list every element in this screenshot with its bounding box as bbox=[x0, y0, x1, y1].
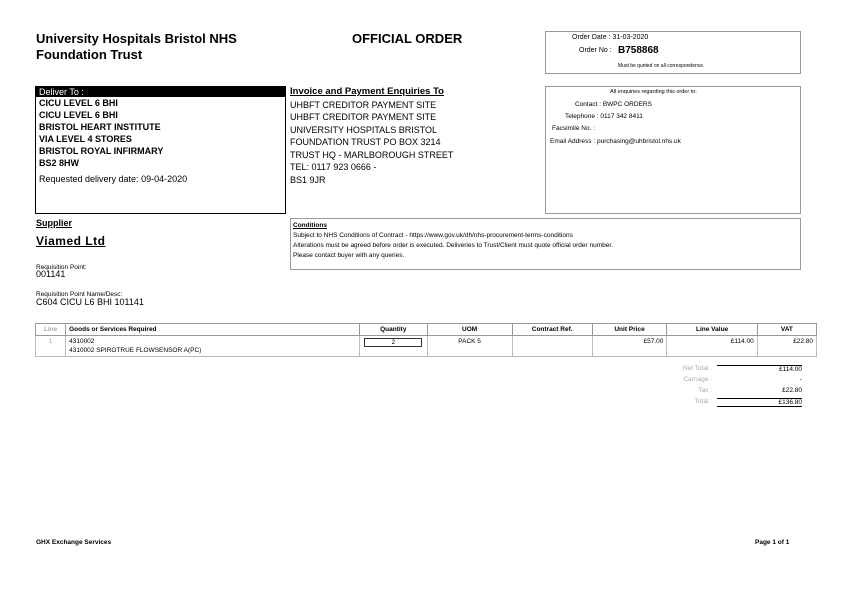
col-unit-price: Unit Price bbox=[592, 324, 667, 336]
address-line: BS2 8HW bbox=[39, 158, 80, 168]
item-code: 4310002 bbox=[69, 338, 95, 345]
document-title: OFFICIAL ORDER bbox=[352, 31, 463, 46]
order-date: Order Date : 31-03-2020 bbox=[572, 34, 649, 41]
order-details-box bbox=[545, 31, 801, 74]
deliver-to-heading: Deliver To : bbox=[36, 87, 285, 97]
invoice-enquiries bbox=[290, 86, 545, 214]
contact: Contact : BWPC ORDERS bbox=[575, 101, 652, 108]
conditions-box bbox=[290, 218, 801, 270]
address-line: VIA LEVEL 4 STORES bbox=[39, 134, 132, 144]
col-vat: VAT bbox=[757, 324, 816, 336]
tax-label: Tax : bbox=[698, 387, 712, 394]
supplier-label: Supplier bbox=[36, 218, 73, 228]
facsimile: Facsimile No. : bbox=[552, 125, 595, 132]
col-goods: Goods or Services Required bbox=[66, 324, 360, 336]
page-number: Page 1 of 1 bbox=[755, 539, 790, 546]
col-quantity: Quantity bbox=[360, 324, 428, 336]
req-point-label: Requisition Point: bbox=[36, 264, 87, 271]
tax-value: £22.80 bbox=[782, 387, 802, 394]
telephone: Telephone : 0117 342 8411 bbox=[565, 113, 643, 120]
cell-unit-price: £57.00 bbox=[592, 336, 667, 357]
net-total-label: Net Total : bbox=[682, 365, 712, 372]
invoice-line: BS1 9JR bbox=[290, 174, 326, 185]
order-note: Must be quoted on all correspondence. bbox=[618, 63, 705, 69]
col-contract: Contract Ref. bbox=[512, 324, 592, 336]
invoice-line: UHBFT CREDITOR PAYMENT SITE bbox=[290, 99, 437, 110]
condition-line: Subject to NHS Conditions of Contract - https://www.gov.uk/dh/nhs-procurement-terms-conditions bbox=[293, 232, 573, 239]
table-header-row bbox=[36, 324, 817, 336]
invoice-line: UNIVERSITY HOSPITALS BRISTOL bbox=[290, 124, 438, 135]
col-uom: UOM bbox=[427, 324, 512, 336]
invoice-line: FOUNDATION TRUST PO BOX 3214 bbox=[290, 137, 441, 147]
org-line-1: University Hospitals Bristol NHS bbox=[36, 31, 237, 46]
enquiries-heading: All enquiries regarding this order to: bbox=[610, 89, 697, 95]
enquiries-box bbox=[545, 86, 801, 214]
req-point-value: 001141 bbox=[36, 269, 66, 279]
cell-contract bbox=[512, 336, 592, 357]
cell-uom: PACK 5 bbox=[427, 336, 512, 357]
carriage-value: - bbox=[799, 376, 802, 383]
requested-delivery-date: Requested delivery date: 09-04-2020 bbox=[39, 174, 188, 184]
req-point-name-label: Requisition Point Name/Desc: bbox=[36, 291, 123, 298]
address-line: CICU LEVEL 6 BHI bbox=[39, 110, 118, 120]
invoice-line: UHBFT CREDITOR PAYMENT SITE bbox=[290, 112, 437, 122]
order-lines-table bbox=[35, 323, 817, 357]
address-line: BRISTOL ROYAL INFIRMARY bbox=[39, 146, 164, 156]
deliver-address bbox=[36, 97, 285, 169]
order-no-label: Order No : bbox=[579, 47, 612, 54]
deliver-to-box bbox=[35, 86, 286, 214]
order-number: B758868 bbox=[618, 45, 659, 56]
condition-line: Please contact buyer with any queries. bbox=[293, 252, 405, 259]
item-description: 4310002 SPIROTRUE FLOWSENSOR A(PC) bbox=[69, 347, 202, 354]
organisation-name bbox=[36, 31, 296, 63]
col-line: Line bbox=[36, 324, 66, 336]
email: Email Address : purchasing@uhbristol.nhs.uk bbox=[550, 138, 681, 145]
footer-provider: GHX Exchange Services bbox=[36, 539, 112, 546]
cell-vat: £22.80 bbox=[757, 336, 816, 357]
cell-goods bbox=[66, 336, 360, 357]
carriage-label: Carriage : bbox=[683, 376, 712, 383]
cell-quantity bbox=[360, 336, 428, 357]
quantity-value: 2 bbox=[364, 338, 422, 347]
address-line: BRISTOL HEART INSTITUTE bbox=[39, 122, 161, 132]
invoice-heading: Invoice and Payment Enquiries To bbox=[290, 86, 444, 97]
supplier-name: Viamed Ltd bbox=[36, 234, 106, 248]
req-point-name-value: C604 CICU L6 BHI 101141 bbox=[36, 297, 144, 307]
total-value: £136.80 bbox=[717, 398, 802, 407]
invoice-line: TRUST HQ - MARLBOROUGH STREET bbox=[290, 149, 454, 160]
org-line-2: Foundation Trust bbox=[36, 47, 143, 62]
condition-line: Alterations must be agreed before order is executed. Deliveries to Trust/Client must quote official order number. bbox=[293, 242, 613, 249]
total-label: Total : bbox=[694, 398, 712, 405]
cell-line-value: £114.00 bbox=[667, 336, 757, 357]
cell-line: 1 bbox=[36, 336, 66, 357]
invoice-line: TEL: 0117 923 0666 - bbox=[290, 162, 377, 172]
conditions-heading: Conditions bbox=[293, 222, 327, 229]
col-line-value: Line Value bbox=[667, 324, 757, 336]
address-line: CICU LEVEL 6 BHI bbox=[39, 98, 118, 108]
table-row bbox=[36, 336, 817, 357]
net-total-value: £114.00 bbox=[717, 365, 802, 373]
